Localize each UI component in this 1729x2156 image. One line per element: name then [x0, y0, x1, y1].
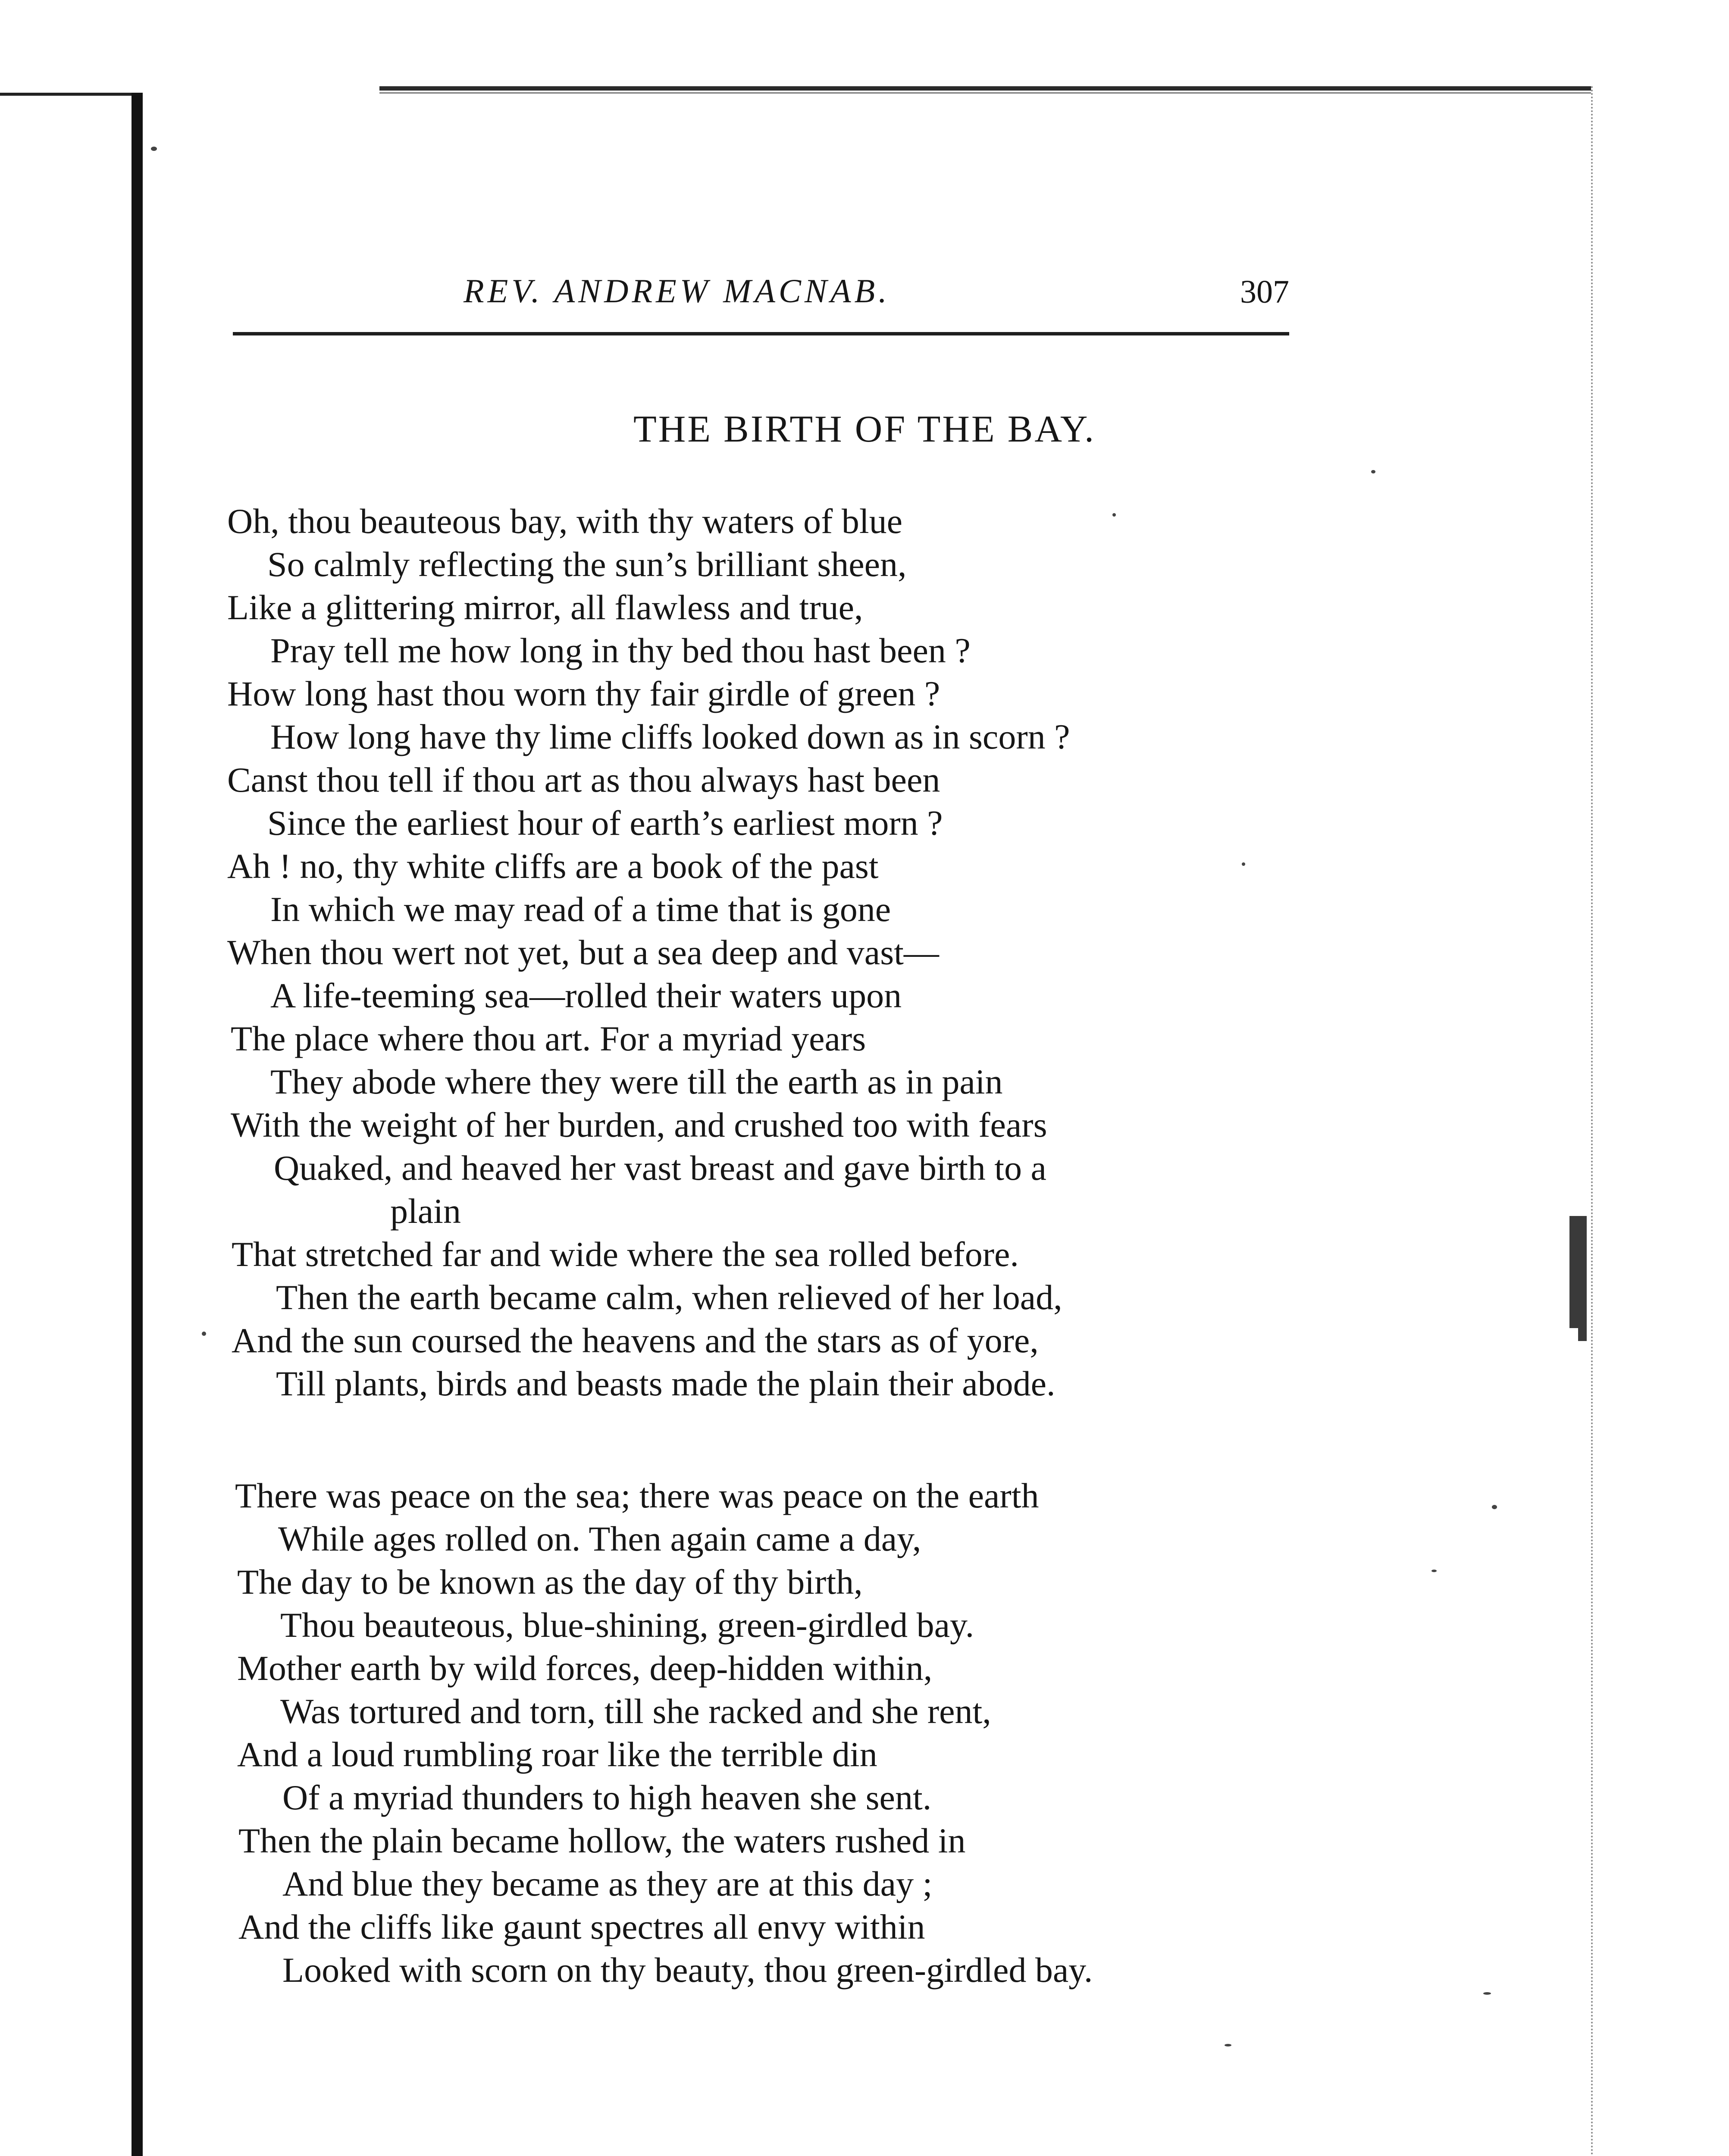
poem-line: And a loud rumbling roar like the terrible din	[237, 1735, 877, 1774]
right-edge-smudge	[1578, 1311, 1587, 1341]
poem-line: Oh, thou beauteous bay, with thy waters of blue	[227, 501, 903, 541]
page-right-edge	[1591, 86, 1595, 2156]
poem-line: Looked with scorn on thy beauty, thou green-girdled bay.	[282, 1950, 1093, 1990]
poem-line: They abode where they were till the earth as in pain	[270, 1062, 1003, 1101]
poem-title: THE BIRTH OF THE BAY.	[633, 408, 1096, 450]
scan-speck	[202, 1332, 206, 1336]
poem-line: In which we may read of a time that is gone	[270, 890, 891, 929]
poem-line: That stretched far and wide where the sea rolled before.	[232, 1235, 1019, 1274]
scan-speck	[1112, 513, 1116, 517]
scan-speck	[1371, 470, 1375, 473]
poem-line: The day to be known as the day of thy birth,	[237, 1562, 863, 1601]
scan-speck	[1492, 1505, 1497, 1509]
poem-line: Mother earth by wild forces, deep-hidden within,	[237, 1648, 933, 1688]
poem-line: Was tortured and torn, till she racked and she rent,	[280, 1692, 991, 1731]
header-rule	[233, 332, 1289, 335]
page-number: 307	[1240, 274, 1289, 310]
poem-line: Ah ! no, thy white cliffs are a book of the past	[227, 846, 879, 886]
scan-speck	[1225, 2044, 1231, 2046]
poem-line: plain	[390, 1191, 461, 1231]
page-top-edge-shadow	[379, 92, 1591, 94]
poem-line: Canst thou tell if thou art as thou always hast been	[227, 760, 940, 799]
poem-line: When thou wert not yet, but a sea deep and vast—	[227, 933, 939, 972]
poem-line: Pray tell me how long in thy bed thou hast been ?	[270, 631, 971, 670]
poem-line: Till plants, birds and beasts made the plain their abode.	[276, 1364, 1056, 1403]
poem-line: A life-teeming sea—rolled their waters upon	[270, 976, 902, 1015]
poem-line: How long hast thou worn thy fair girdle of green ?	[227, 674, 940, 713]
poem-line: And the cliffs like gaunt spectres all envy within	[238, 1907, 925, 1946]
running-header	[233, 259, 1289, 323]
poem-line: And blue they became as they are at this day ;	[282, 1864, 933, 1903]
poem-line: Then the plain became hollow, the waters rushed in	[238, 1821, 966, 1860]
scan-speck	[1483, 1992, 1491, 1995]
binding-top-edge	[0, 93, 142, 96]
book-binding-edge	[132, 93, 143, 2156]
poem-line: And the sun coursed the heavens and the stars as of yore,	[232, 1321, 1039, 1360]
poem-line: Then the earth became calm, when relieved of her load,	[276, 1278, 1062, 1317]
poem-line: Of a myriad thunders to high heaven she sent.	[282, 1778, 932, 1817]
scan-speck	[1242, 862, 1245, 866]
poem-line: Like a glittering mirror, all flawless and true,	[227, 588, 863, 627]
poem-line: The place where thou art. For a myriad years	[231, 1019, 866, 1058]
scan-speck	[151, 147, 157, 151]
poem-line: Quaked, and heaved her vast breast and gave birth to a	[274, 1148, 1046, 1188]
poem-line: With the weight of her burden, and crushed too with fears	[231, 1105, 1047, 1144]
poem-line: So calmly reflecting the sun’s brilliant sheen,	[267, 545, 907, 584]
poem-line: How long have thy lime cliffs looked down as in scorn ?	[270, 717, 1070, 756]
page-top-edge	[379, 86, 1591, 91]
scan-speck	[1431, 1570, 1437, 1572]
poem-line: While ages rolled on. Then again came a day,	[278, 1519, 921, 1558]
running-title: REV. ANDREW MACNAB.	[464, 272, 890, 310]
poem-line: Thou beauteous, blue-shining, green-girdled bay.	[280, 1605, 974, 1645]
poem-line: There was peace on the sea; there was peace on the earth	[235, 1476, 1039, 1515]
poem-line: Since the earliest hour of earth’s earliest morn ?	[267, 803, 943, 843]
